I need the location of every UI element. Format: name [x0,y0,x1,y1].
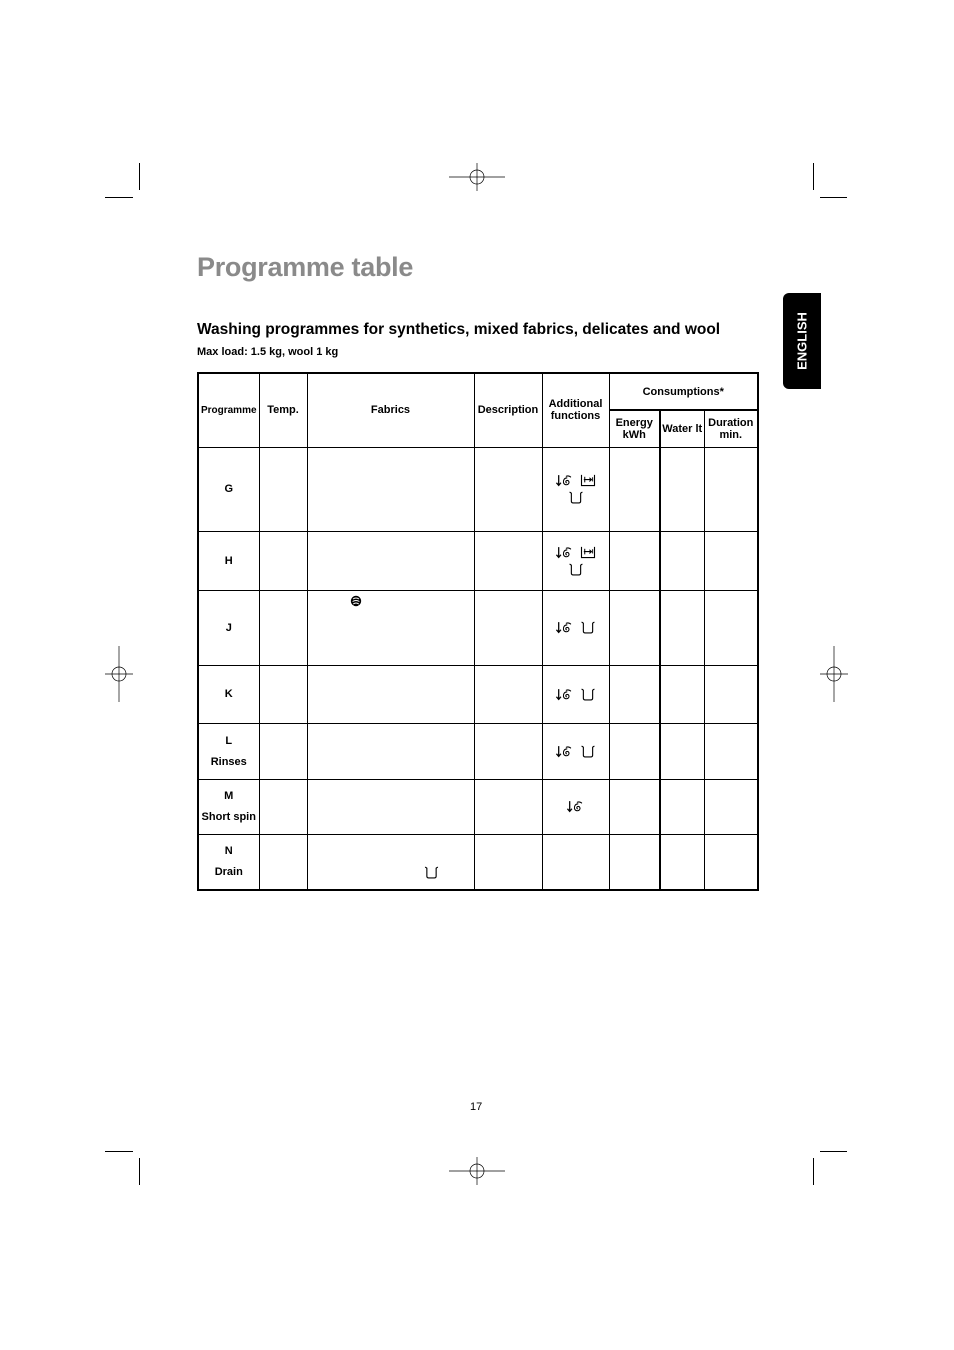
energy-cell [609,665,660,723]
spin-reduction-icon [556,546,574,559]
fabrics-cell [307,531,474,590]
temp-cell [259,590,307,665]
registration-mark-icon [449,163,505,191]
night-cycle-icon [580,745,596,758]
crop-mark [813,1158,814,1185]
spin-reduction-icon [556,745,574,758]
additional-functions-cell [542,779,609,834]
language-tab-label: ENGLISH [794,312,810,370]
energy-cell [609,447,660,531]
temp-cell [259,531,307,590]
description-cell [474,447,542,531]
header-consumptions: Consumptions* [609,373,758,410]
water-cell [660,723,704,779]
crop-mark [139,1158,140,1185]
programme-cell: K [198,665,259,723]
duration-cell [704,531,758,590]
header-additional-functions: Additional functions [542,373,609,447]
duration-cell [704,665,758,723]
energy-cell [609,531,660,590]
programme-cell: M Short spin [198,779,259,834]
water-cell [660,531,704,590]
duration-cell [704,590,758,665]
duration-cell [704,447,758,531]
fabrics-cell [307,723,474,779]
spin-reduction-icon [556,474,574,487]
rinse-hold-icon [580,546,596,559]
energy-cell [609,723,660,779]
additional-functions-cell [542,531,609,590]
description-cell [474,665,542,723]
fabrics-cell [307,665,474,723]
page-title: Programme table [197,252,414,282]
programme-cell: H [198,531,259,590]
description-cell [474,531,542,590]
duration-cell [704,779,758,834]
energy-cell [609,590,660,665]
energy-cell [609,779,660,834]
registration-mark-icon [449,1157,505,1185]
additional-functions-cell [542,834,609,890]
programme-cell: L Rinses [198,723,259,779]
table-row [198,779,758,834]
spin-reduction-icon [556,621,574,634]
registration-mark-icon [105,646,133,702]
header-duration: Duration min. [704,410,758,447]
header-description: Description [474,373,542,447]
table-row [198,590,758,665]
duration-cell [704,834,758,890]
additional-functions-cell [542,723,609,779]
description-cell [474,834,542,890]
table-row [198,723,758,779]
page-number: 17 [470,1101,483,1113]
energy-cell [609,834,660,890]
programme-table [197,372,759,891]
night-cycle-icon [568,491,584,504]
additional-functions-cell [542,665,609,723]
water-cell [660,590,704,665]
registration-mark-icon [820,646,848,702]
table-row [198,834,758,890]
crop-mark [820,1151,847,1152]
water-cell [660,834,704,890]
night-cycle-icon [580,688,596,701]
description-cell [474,779,542,834]
additional-functions-cell [542,447,609,531]
crop-mark [820,197,847,198]
table-row [198,531,758,590]
temp-cell [259,834,307,890]
water-cell [660,779,704,834]
programme-cell: J [198,590,259,665]
fabrics-cell [307,779,474,834]
additional-functions-cell [542,590,609,665]
header-temp: Temp. [259,373,307,447]
fabrics-cell [307,447,474,531]
table-row [198,447,758,531]
header-water: Water lt [660,410,704,447]
wool-mark-icon [350,595,362,607]
night-cycle-icon [580,621,596,634]
spin-reduction-icon [556,688,574,701]
spin-reduction-icon [567,800,585,813]
fabrics-cell [307,590,474,665]
night-cycle-icon [568,563,584,576]
language-tab [783,293,821,389]
programme-cell: G [198,447,259,531]
rinse-hold-icon [580,474,596,487]
section-subtitle: Washing programmes for synthetics, mixed fabrics, delicates and wool [197,321,721,338]
fabrics-cell [307,834,474,890]
tub-icon [424,866,439,879]
temp-cell [259,665,307,723]
temp-cell [259,447,307,531]
water-cell [660,665,704,723]
temp-cell [259,779,307,834]
duration-cell [704,723,758,779]
crop-mark [105,197,133,198]
crop-mark [105,1151,133,1152]
water-cell [660,447,704,531]
table-row [198,665,758,723]
temp-cell [259,723,307,779]
description-cell [474,590,542,665]
header-energy: Energy kWh [609,410,660,447]
description-cell [474,723,542,779]
header-programme: Programme [198,373,259,447]
max-load-note: Max load: 1.5 kg, wool 1 kg [197,346,339,358]
table-header-row [198,373,758,410]
programme-cell: N Drain [198,834,259,890]
header-fabrics: Fabrics [307,373,474,447]
crop-mark [139,163,140,190]
crop-mark [813,163,814,190]
